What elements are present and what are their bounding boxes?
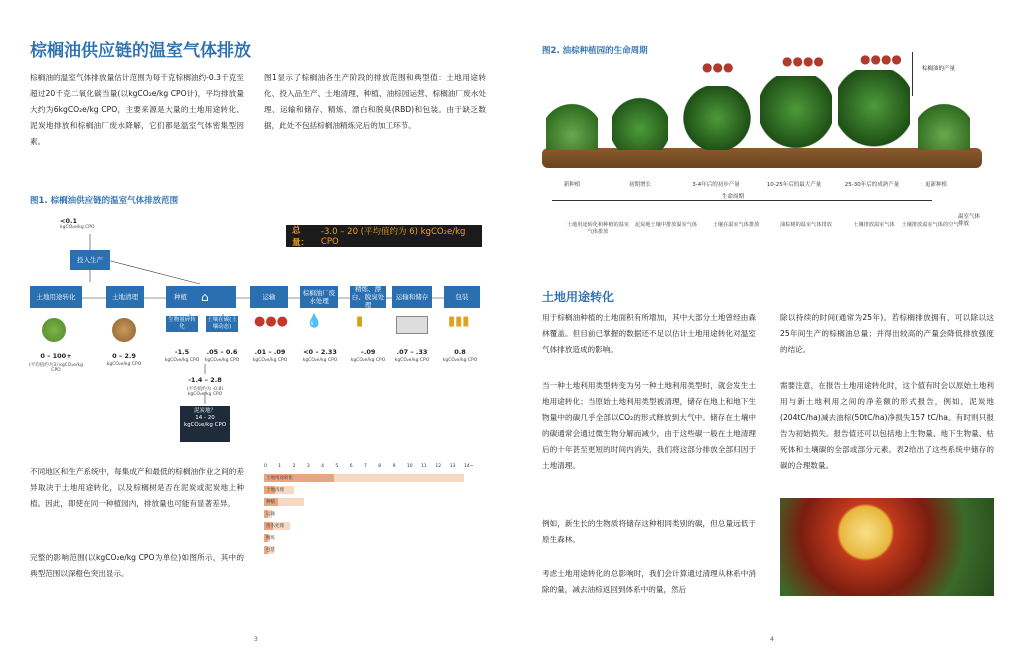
tick-label: 9 bbox=[392, 464, 396, 469]
section-heading: 土地用途转化 bbox=[542, 290, 615, 304]
lu-paragraph-3: 例如，新生长的生物质将储存这种相同类别的碳，但总量远低于原生森林。 bbox=[542, 519, 756, 544]
plant-young bbox=[546, 100, 598, 150]
unit-soil: kgCO₂e/kg CPO bbox=[204, 358, 240, 363]
unit-transport: kgCO₂e/kg CPO bbox=[252, 358, 288, 363]
sub-stage-soil: 土壤在碳(土壤动态) bbox=[207, 317, 237, 330]
stage-storage: 运输和储存 bbox=[392, 286, 432, 308]
stage-label: 25-30年后的成熟产量 bbox=[844, 182, 900, 188]
plant-early bbox=[612, 96, 668, 150]
page-number-right: 4 bbox=[770, 636, 774, 643]
emission-label: 土壤在温室气体排放 bbox=[712, 222, 760, 228]
bar-row-label: 运输 bbox=[266, 512, 275, 517]
truck-icon bbox=[396, 316, 428, 334]
field-icon bbox=[42, 318, 66, 342]
unit-land-clearing: kgCO₂e/kg CPO bbox=[106, 362, 142, 367]
tick-label: 4 bbox=[321, 464, 325, 469]
oil-bottle-icon: ▮ bbox=[356, 314, 364, 329]
fruit-bunch-icon: ●●●● bbox=[860, 52, 902, 66]
tick-label: 1 bbox=[278, 464, 282, 469]
emission-label: 油棕树的温室气体排放 bbox=[780, 222, 832, 228]
oil-drop-icon: 💧 bbox=[306, 314, 323, 329]
total-label: 总量： bbox=[292, 226, 310, 248]
yield-label: 棕榈油的产量 bbox=[922, 66, 956, 72]
emission-label: 泥炭地土壤中排放温室气体 bbox=[634, 222, 698, 228]
value-soil: .05 – 0.6 bbox=[206, 348, 238, 356]
bar-row-label: 土地用途转化 bbox=[266, 476, 293, 481]
tick-label: 10 bbox=[406, 464, 413, 469]
value-transport: .01 – .09 bbox=[254, 348, 286, 356]
fruit-bunch-icon: ●●● bbox=[702, 60, 734, 74]
tick-label: 0 bbox=[264, 464, 267, 469]
bar-row-label: 精炼 bbox=[266, 536, 275, 541]
emission-range-chart bbox=[264, 464, 480, 574]
intro-paragraph-2: 图1显示了棕榈油各生产阶段的排放范围和典型值：土地用途转化、投入品生产、土地清理、种植、油棕园运营、棕榈油厂废水处理、运输和储存、精炼、漂白和脱臭(RBD)和包装。由于缺乏数据，此处不包括棕榈油精炼完后的加工环节。 bbox=[264, 73, 486, 130]
palm-fruit-icon: ●●● bbox=[254, 314, 289, 329]
unit-storage: kgCO₂e/kg CPO bbox=[394, 358, 430, 363]
tick-label: 14~ bbox=[464, 464, 474, 469]
intro-paragraph-1: 棕榈油的温室气体排放量估计范围为每千克棕榈油约-0.3千克至超过20千克二氧化碳当量(以kgCO₂e/kg CPO计)，平均排放量大约为6kgCO₂e/kg CPO，主要来源是大量的土地用途转化、泥炭地排放和棕榈油厂废水降解，它们都是温室气体密集型因素。 bbox=[30, 73, 244, 146]
tick-label: 2 bbox=[292, 464, 296, 469]
input-unit: kgCO₂e/kg CPO bbox=[60, 225, 95, 230]
input-value: <0.1 bbox=[60, 217, 77, 225]
peatland-box: 泥炭地？ 14 - 20 kgCO₂e/kg CPO bbox=[180, 406, 230, 442]
tick-label: 5 bbox=[335, 464, 339, 469]
tick-label: 13 bbox=[449, 464, 456, 469]
lifecycle-label: 生命周期 bbox=[722, 194, 745, 200]
lu-paragraph-1: 用于棕榈油种植的土地面积有所增加，其中大部分土地曾经由森林覆盖。但目前已掌握的数据还不足以估计土地用途转化对温室气体排放造成的影响。 bbox=[542, 313, 756, 354]
cleared-land-icon bbox=[112, 318, 136, 342]
tick-label: 3 bbox=[306, 464, 310, 469]
lu-paragraph-6: 需要注意，在报告土地用途转化时，这个值有时会以原始土地利用与新土地利用之间的净差额的形式报告，例如，泥炭地(204tC/ha)减去油棕(50tC/ha)净损失157 tC/ha。有时则只报告为初始损失。报告值还可以包括地上生物量、地下生物量、枯死体和土壤碳的全部或部分元素。表2给出了这些系统中储存的碳的合理数量。 bbox=[780, 381, 994, 470]
input-production-box: 投入生产 bbox=[70, 250, 110, 270]
lu-paragraph-2: 当一种土地利用类型转变为另一种土地利用类型时，就会发生土地用途转化；当原始土地利用类型被清理，储存在地上和地下生物量中的碳几乎全部以CO₂的形式释放到大气中。储存在土壤中的碳通常会通过微生物分解而减少，由于这些碳一般在土地清理后的十年甚至更短的时间内消失，我们将这部分排放全部归因于土地清理。 bbox=[542, 381, 756, 470]
tick-label: 7 bbox=[364, 464, 367, 469]
value-biomass: -1.5 bbox=[174, 348, 190, 356]
palm-grove-1 bbox=[682, 86, 752, 150]
plant-replant bbox=[918, 100, 970, 150]
unit-rbd: kgCO₂e/kg CPO bbox=[350, 358, 386, 363]
unit-pome: kgCO₂e/kg CPO bbox=[302, 358, 338, 363]
value-planting-total: -1.4 – 2.8 bbox=[188, 376, 222, 384]
bar-row-label: 种植 bbox=[266, 500, 275, 505]
bar-row-label: 废水处理 bbox=[266, 524, 284, 529]
unit-land-use-change: (平均值约为3) kgCO₂e/kg CPO bbox=[28, 363, 83, 373]
lu-paragraph-5: 除以持续的时间(通常为25年)。若棕榈排放拥有，可以除以这25年间生产的棕榈油总量；并得出较高的产量会降低排放强度的结论。 bbox=[780, 313, 994, 354]
unit-packaging: kgCO₂e/kg CPO bbox=[442, 358, 478, 363]
total-banner bbox=[286, 225, 482, 247]
palm-grove-2 bbox=[760, 76, 832, 150]
plantation-illustration bbox=[542, 52, 982, 180]
bar-row-label: 土地清理 bbox=[266, 488, 284, 493]
ghg-emission-label: 温室气体排放 bbox=[958, 214, 981, 227]
stage-label: 10-25年后的最大产量 bbox=[766, 182, 822, 188]
stage-pome: 棕榈油厂废水处理 bbox=[300, 286, 338, 308]
stage-label: 初期增长 bbox=[628, 182, 651, 188]
lifecycle-divider bbox=[552, 200, 932, 202]
tick-row bbox=[264, 464, 480, 472]
stage-label: 3-4年后的初步产量 bbox=[692, 182, 740, 188]
body-paragraph-1: 不同地区和生产系统中，每集成产和最低的棕榈油作业之间的差异取决于土地用途转化，以及棕榈树是否在泥炭或泥炭地上种植。因此，即使在同一种植园内，排放量也可能有显著差异。 bbox=[30, 467, 244, 508]
value-pome: <0 – 2.33 bbox=[303, 348, 337, 356]
stage-label: 更新种植 bbox=[924, 182, 947, 188]
bar-row-label: 包装 bbox=[266, 548, 275, 553]
stage-land-clearing: 土地清理 bbox=[106, 286, 144, 308]
emission-label: 土壤排放温室气体的空气 bbox=[901, 222, 959, 228]
yield-axis bbox=[912, 52, 914, 96]
sub-stage-biomass: 生物量碎转化 bbox=[166, 316, 198, 332]
tick-label: 12 bbox=[435, 464, 442, 469]
palm-grove-3 bbox=[838, 70, 910, 150]
value-packaging: 0.8 bbox=[454, 348, 466, 356]
stage-land-use-change: 土地用途转化 bbox=[30, 286, 82, 308]
body-paragraph-2: 完整的影响范围(以kgCO₂e/kg CPO为单位)如图所示，其中的典型范围以深橙色突出显示。 bbox=[30, 553, 244, 578]
page-title: 棕榈油供应链的温室气体排放 bbox=[30, 41, 251, 61]
stage-rbd: 精炼、漂白、脱臭处理 bbox=[351, 285, 385, 309]
page-number-left: 3 bbox=[254, 636, 258, 643]
tick-label: 8 bbox=[378, 464, 382, 469]
total-range: -3.0 – 20 (平均值约为 6) kgCO₂e/kg CPO bbox=[320, 227, 466, 247]
stage-packaging: 包装 bbox=[444, 286, 480, 308]
emission-label: 土壤排放温室气体 bbox=[853, 222, 895, 228]
unit-planting-total: (平均值约为 -0.8) kgCO₂e/kg CPO bbox=[186, 387, 224, 397]
emission-label: 土地用途转化和种植的温室气体排放 bbox=[566, 222, 630, 235]
fruit-bunch-icon: ●●●● bbox=[782, 54, 824, 68]
factory-icon: ⌂ bbox=[201, 290, 209, 304]
palm-oil-photo bbox=[780, 498, 994, 596]
lu-paragraph-4: 考虑土地用途转化的总影响时，我们会计算通过清理从林系中消除的量，减去油棕返回到体系中的量，然后 bbox=[542, 569, 756, 594]
value-rbd: –.09 bbox=[360, 348, 376, 356]
stage-transport: 运输 bbox=[250, 286, 288, 308]
bottles-icon: ▮▮▮ bbox=[448, 314, 470, 329]
stage-label: 新种植 bbox=[563, 182, 581, 188]
figure-1-caption: 图1. 棕榈油供应链的温室气体排放范围 bbox=[30, 196, 179, 206]
value-storage: .07 – .33 bbox=[396, 348, 428, 356]
stage-planting bbox=[166, 286, 236, 308]
unit-biomass: kgCO₂e/kg CPO bbox=[164, 358, 200, 363]
stage-planting-label: 种植 bbox=[174, 293, 187, 301]
value-land-use-change: 0 – 100+ bbox=[40, 352, 72, 360]
tick-label: 11 bbox=[421, 464, 427, 469]
value-land-clearing: 0 – 2.9 bbox=[112, 352, 136, 360]
figure-2-caption: 图2. 油棕种植园的生命周期 bbox=[542, 46, 648, 56]
soil-strip bbox=[542, 148, 982, 168]
tick-label: 6 bbox=[349, 464, 353, 469]
